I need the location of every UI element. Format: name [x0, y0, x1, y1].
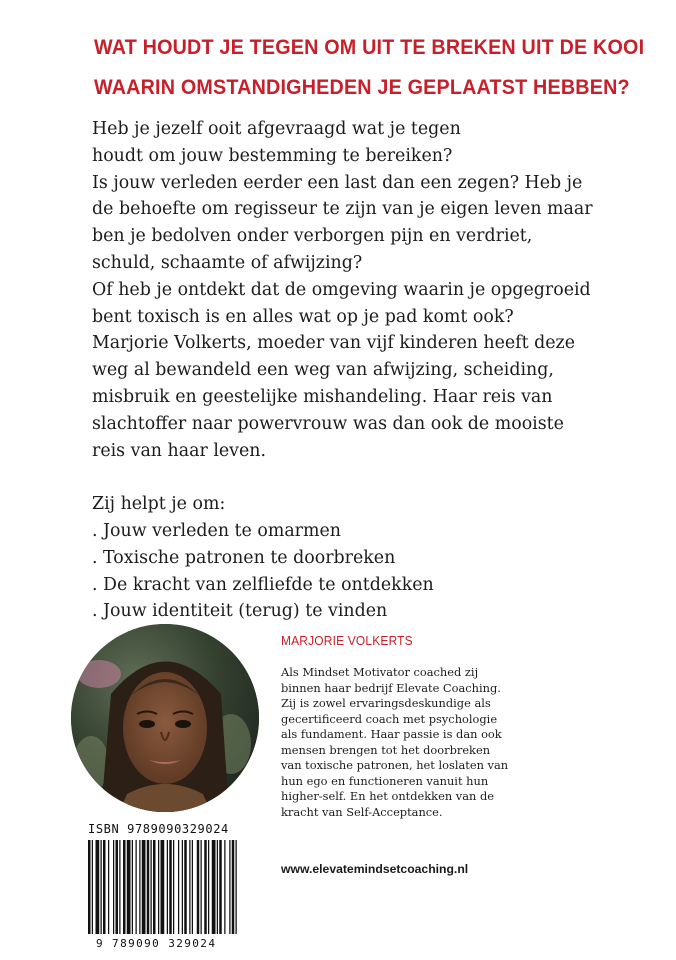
- blurb-line: houdt om jouw bestemming te bereiken?: [92, 145, 453, 166]
- bio-line: gecertificeerd coach met psychologie: [281, 711, 498, 726]
- author-portrait-icon: [71, 624, 259, 812]
- blurb-line: Of heb je ontdekt dat de omgeving waarin je opgegroeid: [92, 279, 591, 300]
- bio-line: hun ego en functioneren vanuit hun: [281, 773, 489, 788]
- blurb-line: slachtoffer naar powervrouw was dan ook de mooiste: [92, 413, 564, 434]
- isbn-digits: 9 789090 329024: [96, 937, 217, 950]
- blurb-line: de behoefte om regisseur te zijn van je eigen leven maar: [92, 199, 593, 220]
- bio-line: binnen haar bedrijf Elevate Coaching.: [281, 680, 501, 695]
- bio-line: van toxische patronen, het loslaten van: [281, 758, 509, 772]
- bio-line: als fundament. Haar passie is dan ook: [281, 727, 502, 741]
- headline-line-2: WAARIN OMSTANDIGHEDEN JE GEPLAATST HEBBEN?: [94, 76, 630, 99]
- bio-line: kracht van Self-Acceptance.: [281, 804, 443, 819]
- bio-line: Zij is zowel ervaringsdeskundige als: [281, 696, 491, 710]
- blurb-line: bent toxisch is en alles wat op je pad komt ook?: [92, 306, 514, 327]
- author-name: MARJORIE VOLKERTS: [281, 633, 413, 648]
- helps-item: . Jouw verleden te omarmen: [92, 520, 341, 541]
- blurb-line: reis van haar leven.: [92, 440, 267, 461]
- blurb-line: ben je bedolven onder verborgen pijn en verdriet,: [92, 226, 533, 247]
- headline-line-1: WAT HOUDT JE TEGEN OM UIT TE BREKEN UIT DE KOOI: [94, 36, 645, 59]
- blurb-line: weg al bewandeld een weg van afwijzing, scheiding,: [92, 360, 554, 381]
- website-link[interactable]: www.elevatemindsetcoaching.nl: [281, 862, 469, 876]
- blurb-line: Marjorie Volkerts, moeder van vijf kinderen heeft deze: [92, 333, 576, 354]
- helps-item: . Jouw identiteit (terug) te vinden: [92, 601, 388, 622]
- helps-intro: Zij helpt je om:: [92, 494, 226, 515]
- blurb-text: [92, 116, 662, 625]
- blurb-line: schuld, schaamte of afwijzing?: [92, 252, 363, 273]
- bio-line: higher-self. En het ontdekken van de: [281, 789, 494, 803]
- helps-item: . De kracht van zelfliefde te ontdekken: [92, 574, 434, 595]
- barcode-bars-icon: [86, 840, 242, 936]
- author-bio: [281, 665, 531, 820]
- author-photo: [71, 624, 259, 812]
- blurb-line: misbruik en geestelijke mishandeling. Haar reis van: [92, 386, 553, 407]
- isbn-label: ISBN 9789090329024: [88, 822, 229, 836]
- helps-item: . Toxische patronen te doorbreken: [92, 547, 396, 568]
- blurb-line: Is jouw verleden eerder een last dan een zegen? Heb je: [92, 172, 583, 193]
- bio-line: mensen brengen tot het doorbreken: [281, 742, 491, 757]
- blurb-line: Heb je jezelf ooit afgevraagd wat je tegen: [92, 119, 461, 139]
- bio-line: Als Mindset Motivator coached zij: [281, 665, 479, 679]
